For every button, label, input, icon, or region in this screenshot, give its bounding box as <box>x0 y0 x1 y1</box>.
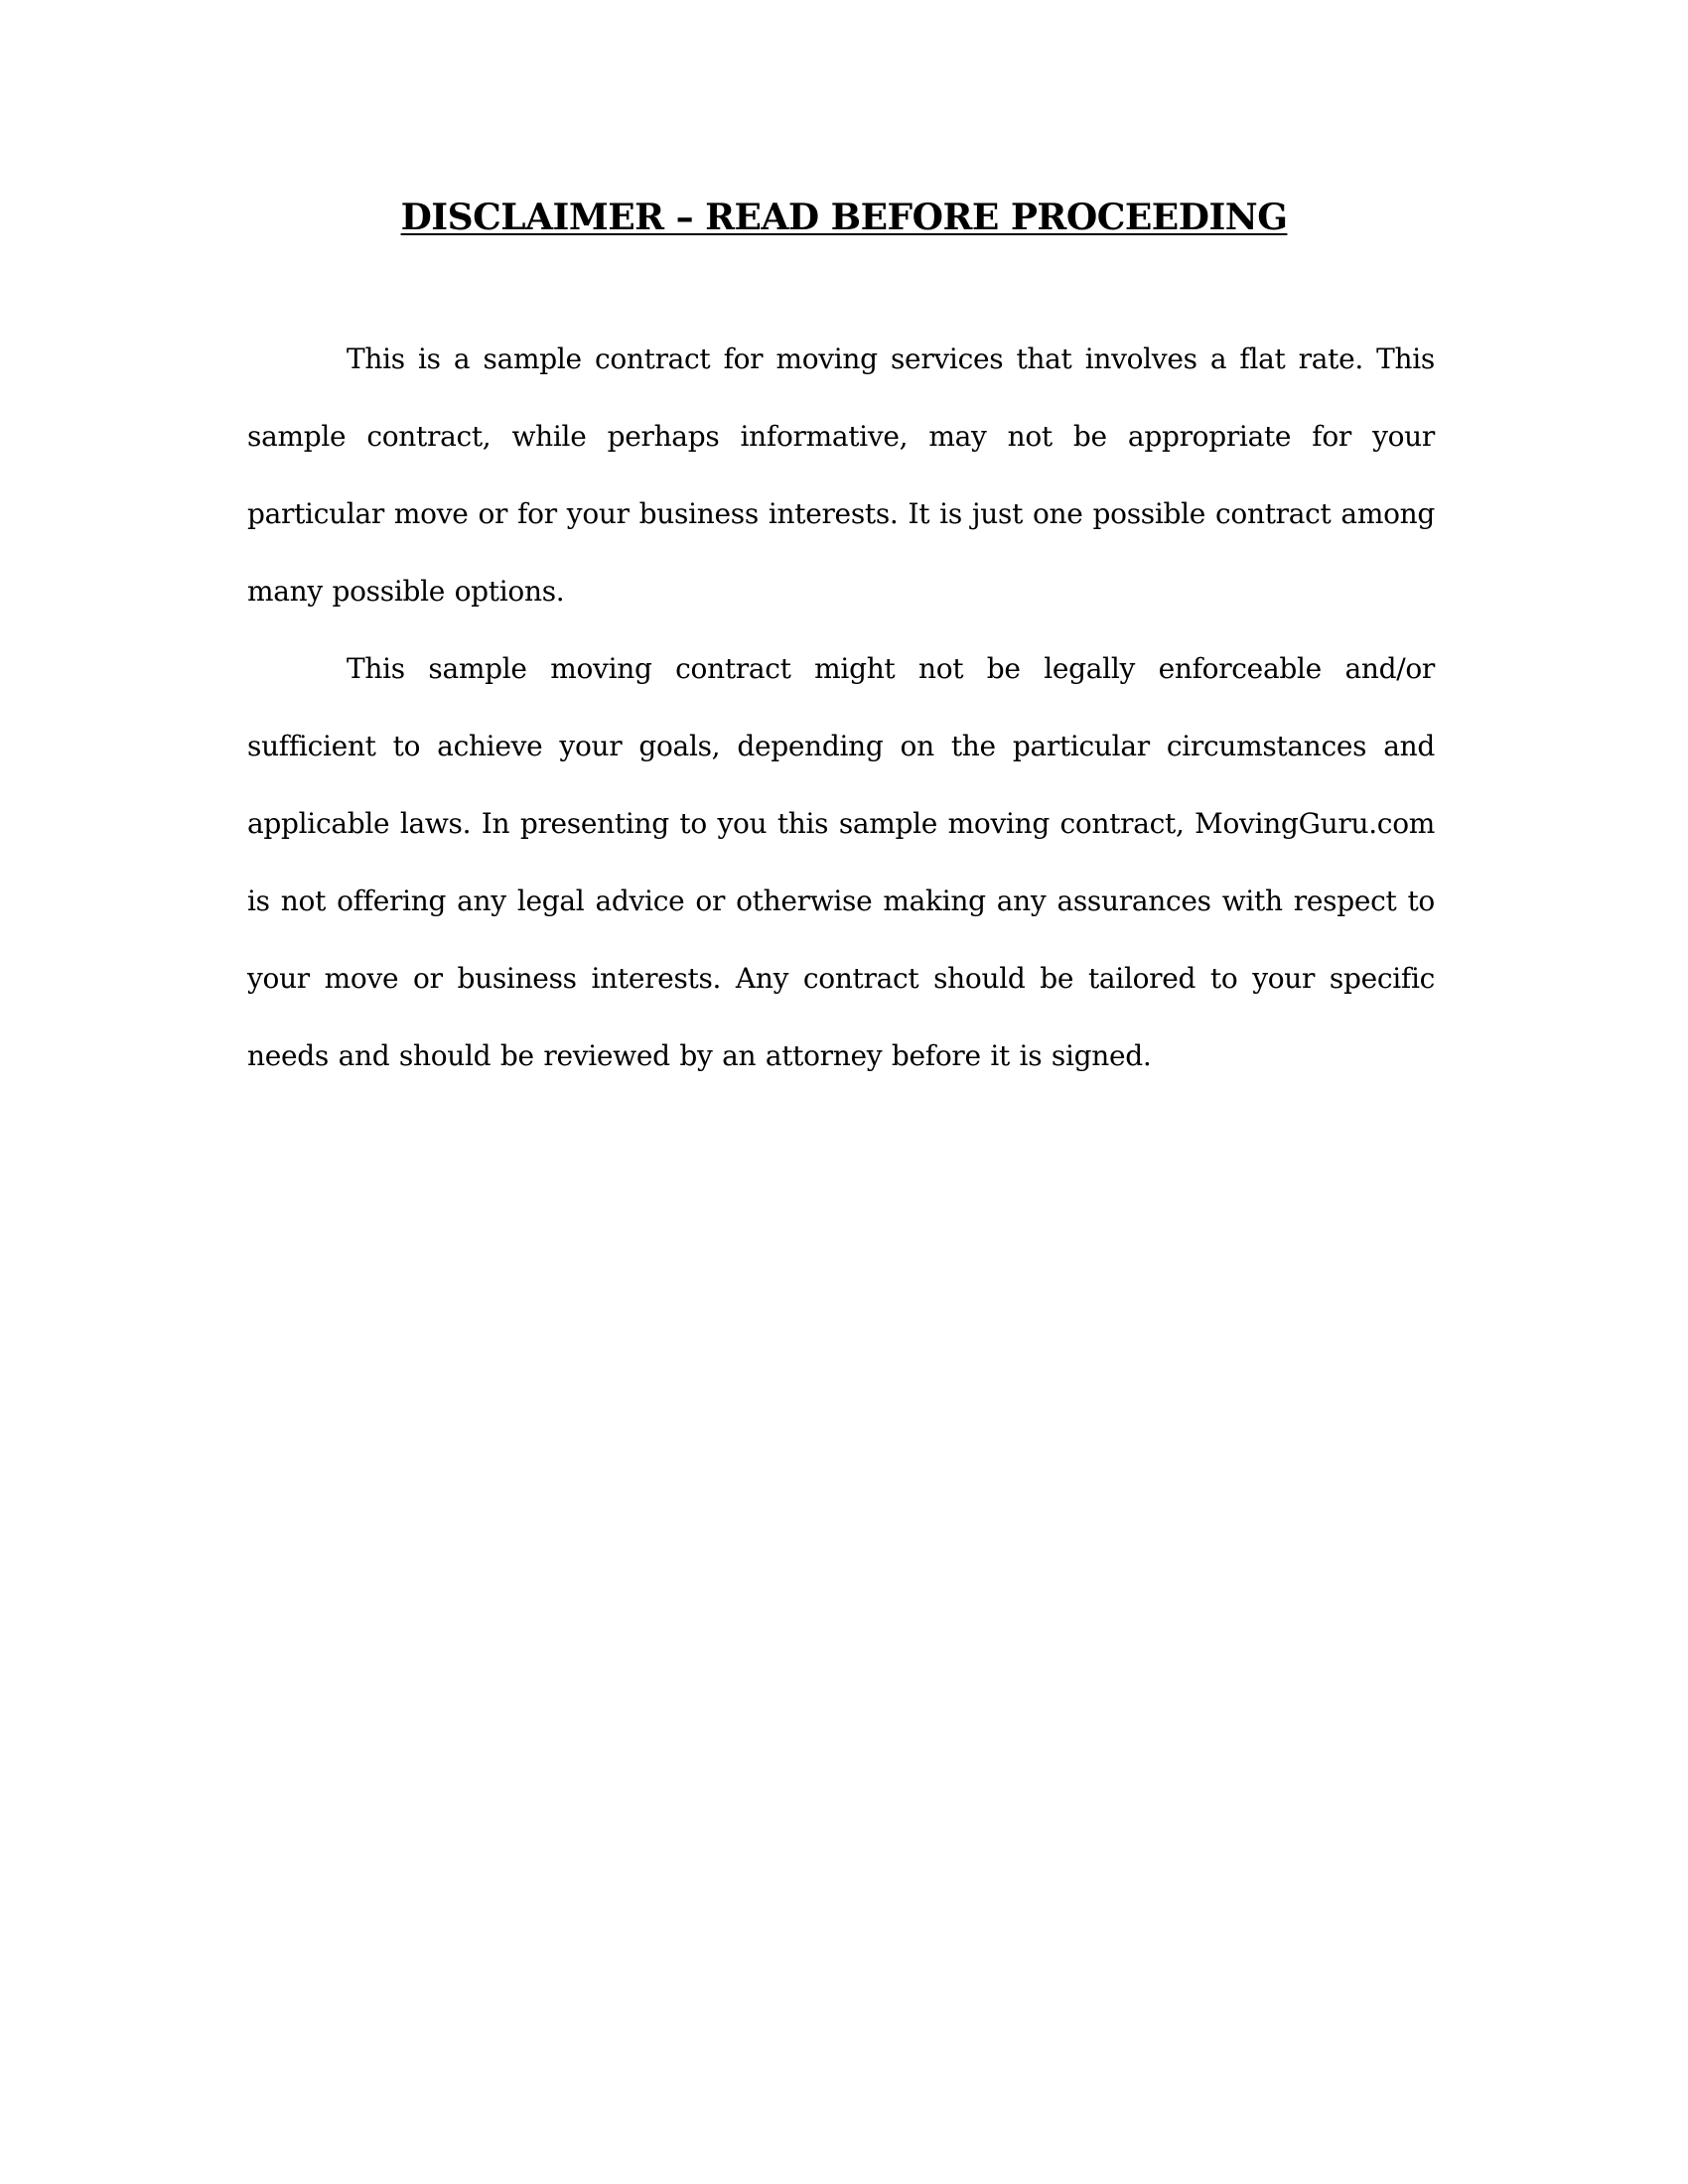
disclaimer-heading <box>0 197 1688 238</box>
disclaimer-heading-text: DISCLAIMER – READ BEFORE PROCEEDING <box>400 197 1288 238</box>
disclaimer-paragraph-1: This is a sample contract for moving services that involves a flat rate. This sample contract, while perhaps informative, may not be appropriate for your particular move or for your business interests. It is just one possible contract among many possible options. <box>247 342 1435 608</box>
disclaimer-paragraph-2: This sample moving contract might not be legally enforceable and/or sufficient to achieve your goals, depending on the particular circumstances and applicable laws. In presenting to you this sample moving contract, MovingGuru.com is not offering any legal advice or otherwise making any assurances with respect to your move or business interests. Any contract should be tailored to your specific needs and should be reviewed by an attorney before it is signed. <box>247 652 1435 1072</box>
disclaimer-body <box>247 321 1435 1095</box>
